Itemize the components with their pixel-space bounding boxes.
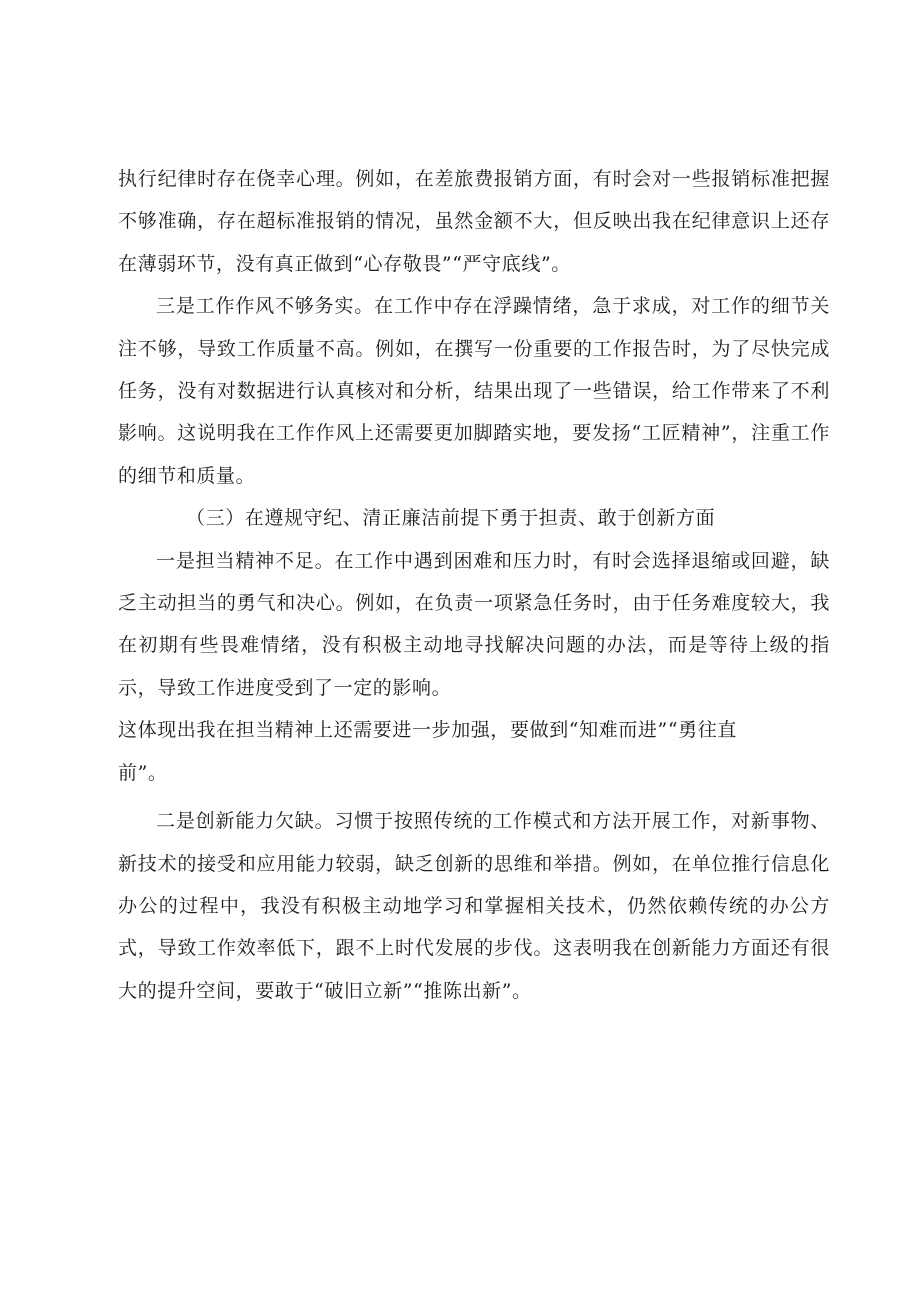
section-heading-3: （三）在遵规守纪、清正廉洁前提下勇于担责、敢于创新方面 <box>186 507 716 530</box>
paragraph-innovation: 二是创新能力欠缺。习惯于按照传统的工作模式和方法开展工作，对新事物、新技术的接受和应用能力较弱，缺乏创新的思维和举措。例如，在单位推行信息化办公的过程中，我没有积极主动地学习和掌握相关技术，仍然依赖传统的办公方式，导致工作效率低下，跟不上时代发展的步伐。这表明我在创新能力方面还有很大的提升空间，要敢于“破旧立新”“推陈出新”。 <box>118 810 830 1002</box>
document-body <box>118 158 830 1012</box>
paragraph-discipline-continued: 执行纪律时存在侥幸心理。例如，在差旅费报销方面，有时会对一些报销标准把握不够准确，存在超标准报销的情况，虽然金额不大，但反映出我在纪律意识上还存在薄弱环节，没有真正做到“心存敬畏”“严守底线”。 <box>118 168 830 275</box>
paragraph-responsibility: 一是担当精神不足。在工作中遇到困难和压力时，有时会选择退缩或回避，缺乏主动担当的勇气和决心。例如，在负责一项紧急任务时，由于任务难度较大，我在初期有些畏难情绪，没有积极主动地寻找解决问题的办法，而是等待上级的指示，导致工作进度受到了一定的影响。 <box>118 549 830 699</box>
paragraph-responsibility-continued: 这体现出我在担当精神上还需要进一步加强，要做到“知难而进”“勇往直前”。 <box>118 719 737 784</box>
paragraph-work-style: 三是工作作风不够务实。在工作中存在浮躁情绪，急于求成，对工作的细节关注不够，导致工作质量不高。例如，在撰写一份重要的工作报告时，为了尽快完成任务，没有对数据进行认真核对和分析，结果出现了一些错误，给工作带来了不利影响。这说明我在工作作风上还需要更加脚踏实地，要发扬“工匠精神”，注重工作的细节和质量。 <box>118 295 830 487</box>
